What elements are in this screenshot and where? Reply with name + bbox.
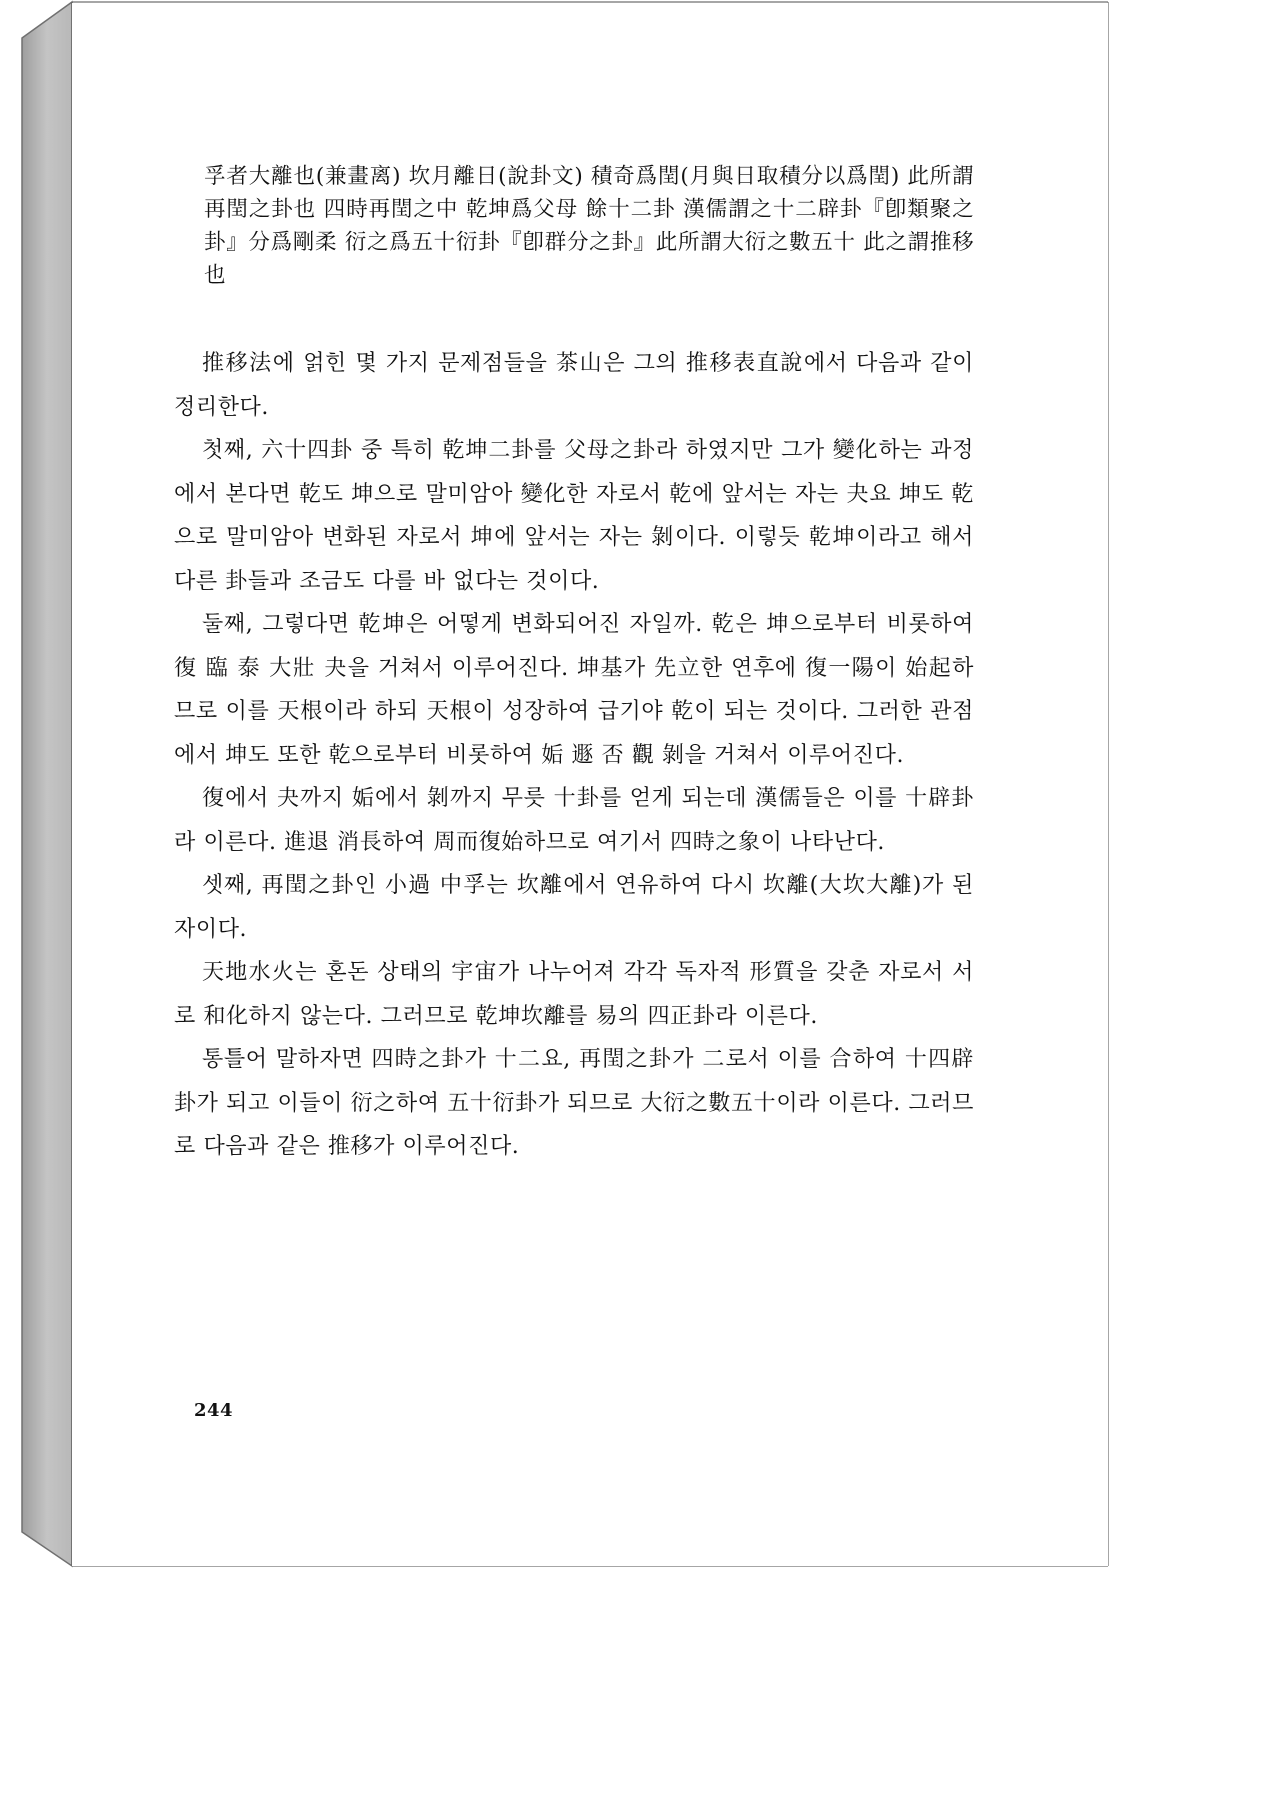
paragraph: 天地水火는 혼돈 상태의 宇宙가 나누어져 각각 독자적 形質을 갖춘 자로서 서로 和化하지 않는다. 그러므로 乾坤坎離를 易의 四正卦라 이른다. [174, 960, 974, 1029]
paragraph: 둘째, 그렇다면 乾坤은 어떻게 변화되어진 자일까. 乾은 坤으로부터 비롯하여 復 臨 泰 大壯 夬을 거쳐서 이루어진다. 坤基가 先立한 연후에 復一陽이 始起하므로 이를 天根이라 하되 天根이 성장하여 급기야 乾이 되는 것이다. 그러한 관점에서 坤도 또한 乾으로부터 비롯하여 姤 遯 否 觀 剝을 거쳐서 이루어진다. [174, 612, 974, 768]
body-text [174, 342, 974, 1169]
paragraph: 推移法에 얽힌 몇 가지 문제점들을 茶山은 그의 推移表直說에서 다음과 같이 정리한다. [174, 351, 974, 420]
paragraph: 첫째, 六十四卦 중 특히 乾坤二卦를 父母之卦라 하였지만 그가 變化하는 과정에서 본다면 乾도 坤으로 말미암아 變化한 자로서 乾에 앞서는 자는 夬요 坤도 乾으로 말미암아 변화된 자로서 坤에 앞서는 자는 剝이다. 이렇듯 乾坤이라고 해서 다른 卦들과 조금도 다를 바 없다는 것이다. [174, 438, 974, 594]
paragraph: 통틀어 말하자면 四時之卦가 十二요, 再閏之卦가 二로서 이를 合하여 十四辟卦가 되고 이들이 衍之하여 五十衍卦가 되므로 大衍之數五十이라 이른다. 그러므로 다음과 같은 推移가 이루어진다. [174, 1047, 974, 1159]
page-number: 244 [194, 1400, 234, 1421]
classical-quote: 孚者大離也(兼畫离) 坎月離日(說卦文) 積奇爲閏(月與日取積分以爲閏) 此所謂再閏之卦也 四時再閏之中 乾坤爲父母 餘十二卦 漢儒謂之十二辟卦『卽類聚之卦』分爲剛柔 衍之爲五十衍卦『卽群分之卦』此所謂大衍之數五十 此之謂推移也 [204, 164, 974, 288]
paragraph: 셋째, 再閏之卦인 小過 中孚는 坎離에서 연유하여 다시 坎離(大坎大離)가 된 자이다. [174, 873, 974, 942]
book-spine [22, 2, 72, 1566]
page-content [174, 160, 974, 1169]
paragraph: 復에서 夬까지 姤에서 剝까지 무릇 十卦를 얻게 되는데 漢儒들은 이를 十辟卦라 이른다. 進退 消長하여 周而復始하므로 여기서 四時之象이 나타난다. [174, 786, 974, 855]
